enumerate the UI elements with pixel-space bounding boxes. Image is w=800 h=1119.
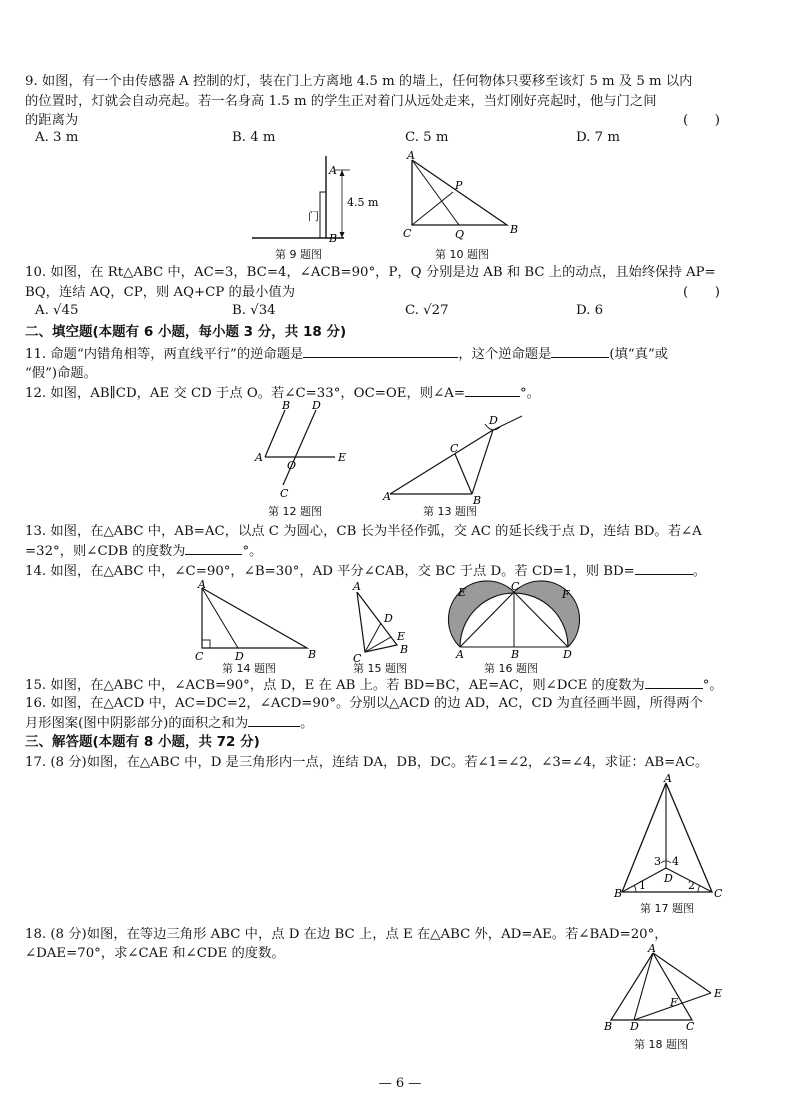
q9-option-c: C. 5 m — [405, 130, 449, 145]
q9-label-a: A — [329, 164, 337, 177]
q16-label-b: B — [511, 648, 520, 661]
q16-label-d: D — [563, 648, 572, 661]
q17-label-angle4: 4 — [672, 855, 679, 868]
q17-label-angle3: 3 — [654, 855, 661, 868]
q12-answer-blank[interactable] — [465, 383, 520, 397]
q11-answer-blank2[interactable] — [551, 344, 609, 358]
q13-label-b: B — [473, 494, 482, 507]
q9-line3: 的距离为 — [25, 113, 79, 128]
q12-text-part1: 12. 如图，AB∥CD，AE 交 CD 于点 O。若∠C=33°，OC=OE，则∠A= — [25, 386, 465, 401]
q11-text-part1: 11. 命题“内错角相等，两直线平行”的逆命题是 — [25, 347, 304, 362]
q16-answer-blank[interactable] — [248, 713, 300, 727]
q17-label-d: D — [664, 872, 673, 885]
q18-label-e: E — [714, 987, 723, 1000]
q15-label-a: A — [353, 580, 361, 593]
q10-label-q: Q — [455, 228, 465, 241]
q18-label-d: D — [630, 1020, 639, 1033]
q17-figure — [612, 772, 723, 900]
q9-option-a: A. 3 m — [35, 130, 79, 145]
q12-label-e: E — [338, 451, 347, 464]
q9-option-b: B. 4 m — [232, 130, 276, 145]
q9-figure — [240, 150, 379, 260]
q11-text-part3: (填“真”或 — [609, 347, 669, 362]
q14-figure — [192, 580, 322, 662]
q14-text-part2: 。 — [692, 564, 707, 579]
q18-line2: ∠DAE=70°，求∠CAE 和∠CDE 的度数。 — [25, 946, 285, 961]
q13-figure — [380, 412, 530, 507]
q18-label-a: A — [648, 942, 656, 955]
q18-label-c: C — [686, 1020, 695, 1033]
q14-answer-blank[interactable] — [635, 561, 693, 575]
q10-label-p: P — [455, 179, 463, 192]
q17-label-a: A — [664, 772, 672, 785]
q16-text-part2: 。 — [300, 716, 314, 731]
q15-label-d: D — [384, 612, 393, 625]
q18-figure — [598, 942, 728, 1033]
q15-line1 — [25, 675, 723, 695]
q15-label-e: E — [397, 630, 406, 643]
q13-label-a: A — [383, 490, 391, 503]
q15-text-part2: °。 — [702, 678, 723, 693]
q9-label-door: 门 — [308, 210, 319, 223]
page-number: — 6 — — [378, 1076, 422, 1091]
section-answer-heading: 三、解答题(本题有 8 小题，共 72 分) — [25, 734, 260, 750]
q12-label-d: D — [312, 399, 321, 412]
q15-figure — [345, 580, 425, 665]
q16-label-f: F — [562, 588, 570, 601]
q10-label-c: C — [403, 227, 412, 240]
q15-answer-blank[interactable] — [645, 675, 703, 689]
q14-label-a: A — [198, 578, 206, 591]
q17-caption: 第 17 题图 — [640, 902, 694, 915]
q10-figure — [395, 150, 530, 250]
q16-figure — [452, 580, 572, 662]
q17-label-c: C — [714, 887, 723, 900]
q10-label-b: B — [510, 223, 519, 236]
q12-label-o: O — [287, 459, 297, 472]
q11-answer-blank1[interactable] — [303, 344, 458, 358]
q10-option-b: B. √34 — [232, 303, 276, 318]
q11-line2: “假”)命题。 — [25, 366, 97, 381]
q16-label-e: E — [458, 586, 467, 599]
q14-text-part1: 14. 如图，在△ABC 中，∠C=90°，∠B=30°，AD 平分∠CAB，交 BC 于点 D。若 CD=1，则 BD= — [25, 564, 635, 579]
q14-label-c: C — [195, 650, 204, 663]
q10-line2: BQ，连结 AQ，CP，则 AQ+CP 的最小值为 — [25, 285, 296, 300]
q10-line1: 10. 如图，在 Rt△ABC 中，AC=3，BC=4，∠ACB=90°，P，Q 分别是边 AB 和 BC 上的动点，且始终保持 AP= — [25, 265, 716, 280]
q9-label-height: 4.5 m — [347, 196, 379, 209]
q16-label-c: C — [511, 580, 520, 593]
q18-line1: 18. (8 分)如图，在等边三角形 ABC 中，点 D 在边 BC 上，点 E 在△ABC 外，AD=AE。若∠BAD=20°， — [25, 927, 668, 942]
q12-label-a: A — [255, 451, 263, 464]
q14-label-b: B — [308, 648, 317, 661]
q14-line1 — [25, 561, 706, 581]
q15-label-b: B — [400, 643, 409, 656]
q16-line1: 16. 如图，在△ACD 中，AC=DC=2，∠ACD=90°。分别以△ACD 的边 AD，AC，CD 为直径画半圆，所得两个 — [25, 696, 703, 711]
q12-text-part2: °。 — [519, 386, 540, 401]
q17-label-b: B — [614, 887, 623, 900]
q13-answer-blank[interactable] — [185, 541, 242, 555]
q9-line1: 9. 如图，有一个由传感器 A 控制的灯，装在门上方离地 4.5 m 的墙上，任何物体只要移至该灯 5 m 及 5 m 以内 — [25, 74, 693, 89]
q17-line1: 17. (8 分)如图，在△ABC 中，D 是三角形内一点，连结 DA，DB，DC。若∠1=∠2，∠3=∠4，求证：AB=AC。 — [25, 755, 709, 770]
q18-label-b: B — [604, 1020, 613, 1033]
q12-caption: 第 12 题图 — [268, 505, 322, 518]
q15-label-c: C — [353, 652, 362, 665]
q15-caption: 第 15 题图 — [353, 662, 407, 675]
q9-answer-paren: ( ) — [683, 113, 720, 128]
q12-label-b: B — [282, 399, 291, 412]
q9-option-d: D. 7 m — [576, 130, 620, 145]
q9-caption: 第 9 题图 — [275, 248, 322, 261]
q11-line1 — [25, 344, 668, 364]
q13-line2 — [25, 541, 262, 561]
q12-label-c: C — [280, 487, 289, 500]
q10-answer-paren: ( ) — [683, 285, 720, 300]
q10-caption: 第 10 题图 — [435, 248, 489, 261]
q13-text-part1: =32°，则∠CDB 的度数为 — [25, 544, 186, 559]
q16-label-a: A — [456, 648, 464, 661]
q13-caption: 第 13 题图 — [423, 505, 477, 518]
q14-label-d: D — [235, 650, 244, 663]
q9-line2: 的位置时，灯就会自动亮起。若一名身高 1.5 m 的学生正对着门从远处走来，当灯刚好亮起时，他与门之间 — [25, 94, 657, 109]
q9-label-b: B — [329, 232, 338, 245]
q13-text-part2: °。 — [242, 544, 263, 559]
q10-option-d: D. 6 — [576, 303, 604, 318]
q12-figure — [250, 399, 350, 500]
q16-line2 — [25, 713, 313, 733]
q17-label-angle2: 2 — [688, 879, 695, 892]
q10-label-a: A — [407, 149, 415, 162]
q15-text-part1: 15. 如图，在△ABC 中，∠ACB=90°，点 D，E 在 AB 上。若 BD=BC，AE=AC，则∠DCE 的度数为 — [25, 678, 645, 693]
q10-option-a: A. √45 — [35, 303, 79, 318]
q16-caption: 第 16 题图 — [484, 662, 538, 675]
q18-label-f: F — [670, 996, 678, 1009]
q14-caption: 第 14 题图 — [222, 662, 276, 675]
q13-line1: 13. 如图，在△ABC 中，AB=AC，以点 C 为圆心，CB 长为半径作弧，交 AC 的延长线于点 D，连结 BD。若∠A — [25, 524, 702, 539]
q16-text-part1: 月形图案(图中阴影部分)的面积之和为 — [25, 716, 249, 731]
q10-option-c: C. √27 — [405, 303, 449, 318]
q11-text-part2: ，这个逆命题是 — [458, 347, 552, 362]
q17-label-angle1: 1 — [639, 879, 646, 892]
q13-label-d: D — [489, 414, 498, 427]
section-fill-in-heading: 二、填空题(本题有 6 小题，每小题 3 分，共 18 分) — [25, 324, 347, 340]
q18-caption: 第 18 题图 — [634, 1038, 688, 1051]
q13-label-c: C — [450, 442, 459, 455]
